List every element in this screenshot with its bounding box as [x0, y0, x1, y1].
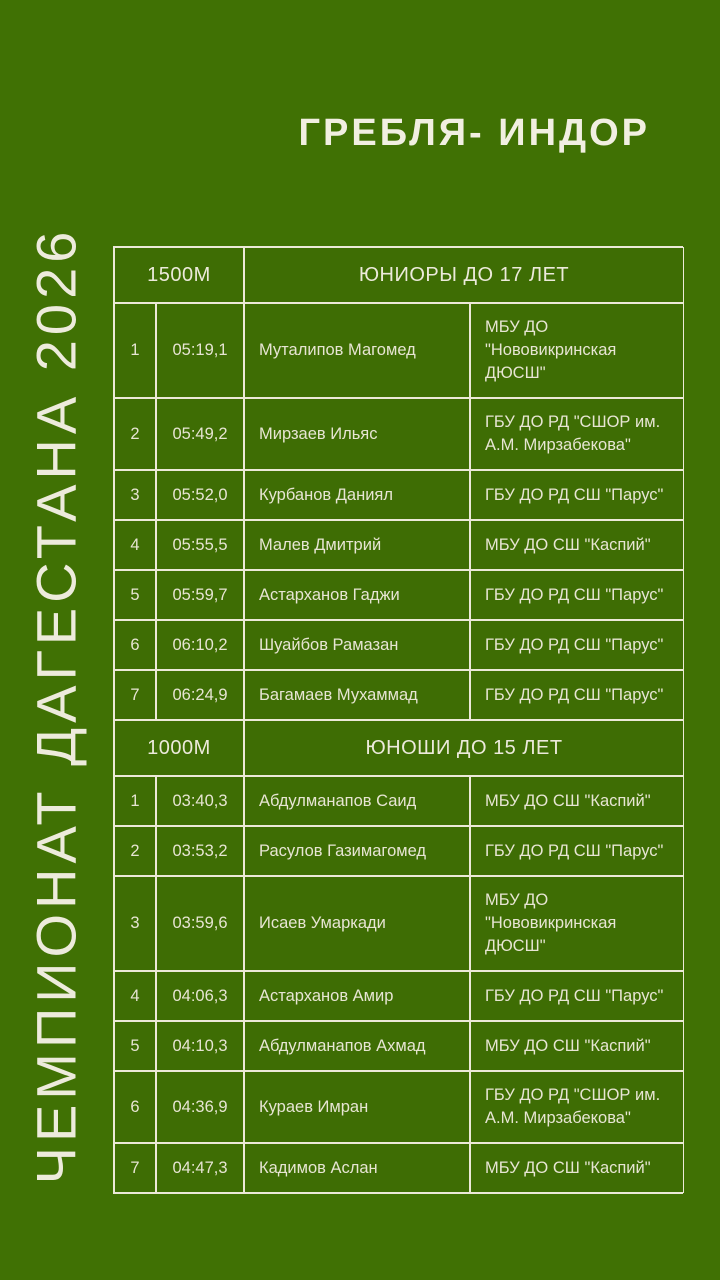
- result-rank-cell: 3: [114, 876, 156, 971]
- result-rank-cell: 5: [114, 1021, 156, 1071]
- result-athlete-name-cell: Абдулманапов Саид: [244, 776, 470, 826]
- result-club-cell: ГБУ ДО РД "СШОР им. А.М. Мирзабекова": [470, 398, 684, 470]
- section-distance-header: 1500М: [114, 247, 244, 303]
- result-rank-cell: 5: [114, 570, 156, 620]
- result-rank-cell: 7: [114, 1143, 156, 1193]
- result-athlete-name-cell: Шуайбов Рамазан: [244, 620, 470, 670]
- result-time-cell: 04:36,9: [156, 1071, 244, 1143]
- result-club-cell: МБУ ДО СШ "Каспий": [470, 1021, 684, 1071]
- result-time-cell: 05:52,0: [156, 470, 244, 520]
- result-club-cell: ГБУ ДО РД СШ "Парус": [470, 971, 684, 1021]
- result-time-cell: 04:47,3: [156, 1143, 244, 1193]
- result-rank-cell: 2: [114, 826, 156, 876]
- result-rank-cell: 4: [114, 520, 156, 570]
- result-time-cell: 04:10,3: [156, 1021, 244, 1071]
- section-category-header: ЮНИОРЫ ДО 17 ЛЕТ: [244, 247, 684, 303]
- result-time-cell: 04:06,3: [156, 971, 244, 1021]
- result-athlete-name-cell: Астарханов Амир: [244, 971, 470, 1021]
- result-club-cell: МБУ ДО СШ "Каспий": [470, 776, 684, 826]
- section-distance-header: 1000М: [114, 720, 244, 776]
- result-athlete-name-cell: Багамаев Мухаммад: [244, 670, 470, 720]
- side-title-container: [0, 188, 112, 1223]
- result-rank-cell: 1: [114, 776, 156, 826]
- result-time-cell: 05:59,7: [156, 570, 244, 620]
- result-athlete-name-cell: Кадимов Аслан: [244, 1143, 470, 1193]
- result-athlete-name-cell: Расулов Газимагомед: [244, 826, 470, 876]
- result-athlete-name-cell: Астарханов Гаджи: [244, 570, 470, 620]
- result-club-cell: МБУ ДО СШ "Каспий": [470, 1143, 684, 1193]
- result-club-cell: ГБУ ДО РД СШ "Парус": [470, 670, 684, 720]
- page-title: ГРЕБЛЯ- ИНДОР: [298, 112, 650, 154]
- result-athlete-name-cell: Абдулманапов Ахмад: [244, 1021, 470, 1071]
- result-time-cell: 06:10,2: [156, 620, 244, 670]
- result-athlete-name-cell: Кураев Имран: [244, 1071, 470, 1143]
- championship-vertical-title: ЧЕМПИОНАТ ДАГЕСТАНА 2026: [24, 226, 88, 1185]
- result-club-cell: ГБУ ДО РД СШ "Парус": [470, 470, 684, 520]
- result-club-cell: МБУ ДО "Нововикринская ДЮСШ": [470, 303, 684, 398]
- result-athlete-name-cell: Муталипов Магомед: [244, 303, 470, 398]
- result-rank-cell: 3: [114, 470, 156, 520]
- result-club-cell: ГБУ ДО РД СШ "Парус": [470, 620, 684, 670]
- result-rank-cell: 6: [114, 620, 156, 670]
- result-club-cell: ГБУ ДО РД СШ "Парус": [470, 570, 684, 620]
- result-time-cell: 06:24,9: [156, 670, 244, 720]
- result-club-cell: ГБУ ДО РД СШ "Парус": [470, 826, 684, 876]
- result-rank-cell: 4: [114, 971, 156, 1021]
- result-athlete-name-cell: Курбанов Даниял: [244, 470, 470, 520]
- result-time-cell: 03:40,3: [156, 776, 244, 826]
- result-rank-cell: 1: [114, 303, 156, 398]
- result-time-cell: 03:59,6: [156, 876, 244, 971]
- result-athlete-name-cell: Малев Дмитрий: [244, 520, 470, 570]
- result-club-cell: МБУ ДО СШ "Каспий": [470, 520, 684, 570]
- result-club-cell: МБУ ДО "Нововикринская ДЮСШ": [470, 876, 684, 971]
- result-club-cell: ГБУ ДО РД "СШОР им. А.М. Мирзабекова": [470, 1071, 684, 1143]
- result-athlete-name-cell: Исаев Умаркади: [244, 876, 470, 971]
- result-time-cell: 05:19,1: [156, 303, 244, 398]
- result-athlete-name-cell: Мирзаев Ильяс: [244, 398, 470, 470]
- result-time-cell: 03:53,2: [156, 826, 244, 876]
- result-time-cell: 05:49,2: [156, 398, 244, 470]
- result-rank-cell: 2: [114, 398, 156, 470]
- result-rank-cell: 6: [114, 1071, 156, 1143]
- section-category-header: ЮНОШИ ДО 15 ЛЕТ: [244, 720, 684, 776]
- result-time-cell: 05:55,5: [156, 520, 244, 570]
- results-table: [113, 246, 683, 1194]
- result-rank-cell: 7: [114, 670, 156, 720]
